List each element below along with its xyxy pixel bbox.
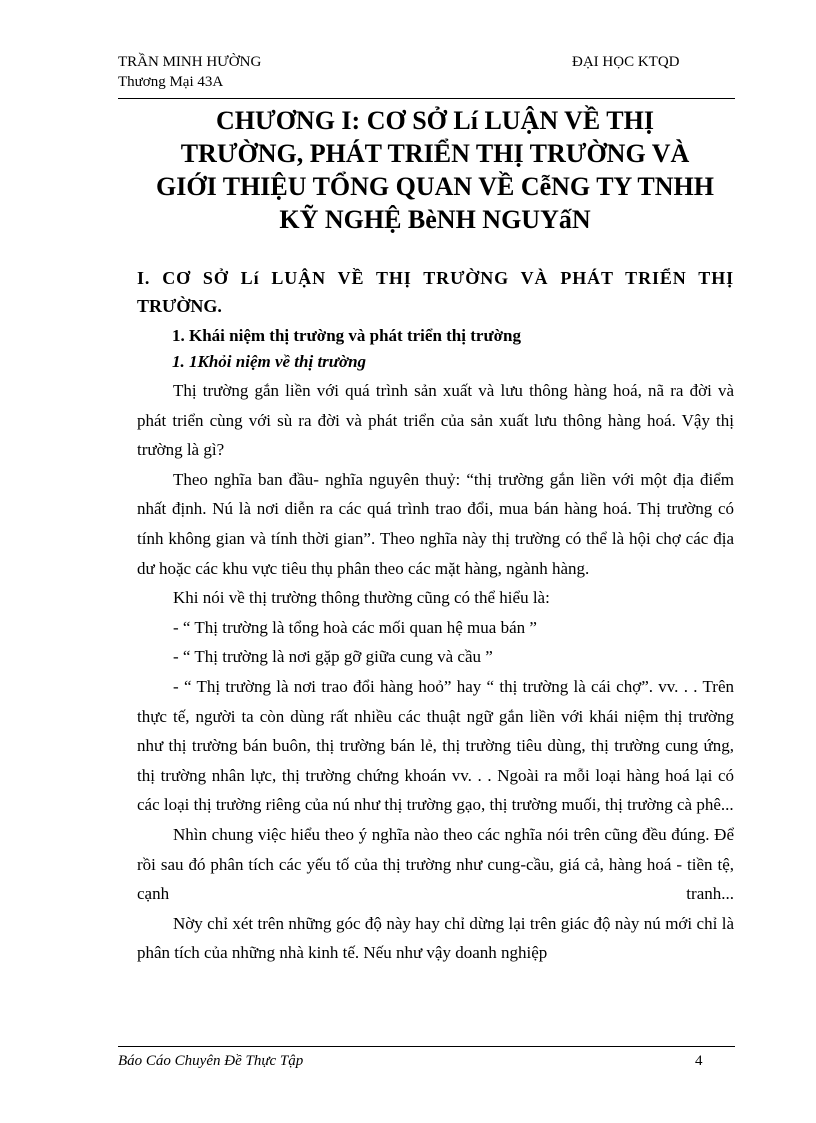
class-name: Thương Mại 43A [118,74,224,90]
page-number: 4 [695,1053,703,1069]
paragraph-5: Nờy chỉ xét trên những góc độ này hay chỉ dừng lại trên giác độ này nú mới chỉ là phân tích của những nhà kinh tế. Nếu như vậy doanh nghiệp [137,913,734,963]
paragraph-1: Thị trường gắn liền với quá trình sản xuất và lưu thông hàng hoá, nã ra đời và phát triển cùng với sù ra đời và phát triển của sản xuất lưu thông hàng hoá. Vậy thị trường là gì? [137,381,734,460]
paragraph-2: Theo nghĩa ban đầu- nghĩa nguyên thuỷ: “thị trường gắn liền với một địa điểm nhất định. Nú là nơi diễn ra các quá trình trao đổi, mua bán hàng hoá. Thị trường có tính không gian và tính thời gian”. Theo nghĩa này thị trường có thể là hội chợ các địa dư hoặc các khu vực tiêu thụ phân theo các mặt hàng, ngành hàng. [137,469,734,578]
author-name: TRẦN MINH HƯỜNG [118,54,262,70]
sub-subsection-heading: 1. 1Khỏi niệm về thị trường [172,352,367,371]
paragraph-4: Nhìn chung việc hiểu theo ý nghĩa nào theo các nghĩa nói trên cũng đều đúng. Để rồi sau đó phân tích các yếu tố của thị trường như cung-cầu, giá cả, hàng hoá - tiền tệ, cạnh tranh... [137,824,734,904]
chapter-title [130,104,740,236]
bullet-2: - “ Thị trường là nơi gặp gỡ giữa cung và cầu ” [173,647,493,667]
footer-divider [118,1046,735,1047]
chapter-title-line-2: TRƯỜNG, PHÁT TRIỂN THỊ TRƯỜNG VÀ [180,139,690,168]
bullet-3: - “ Thị trường là nơi trao đổi hàng hoỏ” hay “ thị trường là cái chợ”. vv. . . Trên thực tế, người ta còn dùng rất nhiều các thuật ngữ gắn liền với khái niệm thị trường như thị trường bán buôn, thị trường bán lẻ, thị trường tiêu dùng, thị trường cung ứng, thị trường nhân lực, thị trường chứng khoán vv. . . Ngoài ra mỗi loại hàng hoá lại có các loại thị trường riêng của nú như thị trường gạo, thị trường muối, thị trường cà phê... [137,676,734,815]
body-text [137,376,734,968]
subsection-heading: 1. Khái niệm thị trường và phát triển thị trường [172,326,522,345]
section-heading-line-1: I. CƠ SỞ Lí LUẬN VỀ THỊ TRƯỜNG VÀ PHÁT TRIỂN THỊ [137,268,734,288]
section-heading [137,264,734,320]
university-name: ĐẠI HỌC KTQD [572,54,680,70]
chapter-title-line-4: KỸ NGHỆ BèNH NGUYấN [279,205,591,234]
header-divider [118,98,735,99]
chapter-title-line-1: CHƯƠNG I: CƠ SỞ Lí LUẬN VỀ THỊ [216,106,654,135]
chapter-title-line-3: GIỚI THIỆU TỔNG QUAN VỀ CễNG TY TNHH [156,172,714,201]
section-heading-line-2: TRƯỜNG. [137,296,222,316]
footer-label: Báo Cáo Chuyên Đề Thực Tập [118,1053,304,1069]
paragraph-3: Khi nói về thị trường thông thường cũng có thể hiểu là: [173,588,550,608]
bullet-1: - “ Thị trường là tổng hoà các mối quan hệ mua bán ” [173,617,537,637]
header-left [118,52,261,92]
